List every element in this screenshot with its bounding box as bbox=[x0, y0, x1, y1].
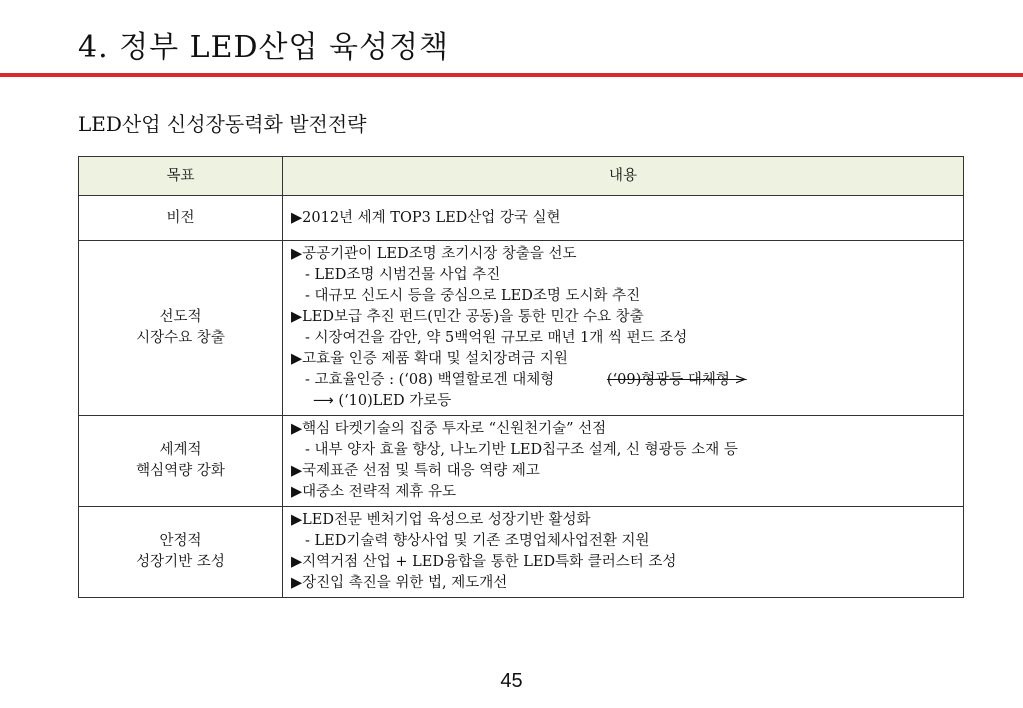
section-subtitle: LED산업 신성장동력화 발전전략 bbox=[78, 112, 367, 136]
content-cell bbox=[283, 196, 964, 241]
goal-label: 세계적 bbox=[159, 442, 202, 458]
table-row bbox=[79, 507, 964, 598]
policy-table bbox=[78, 156, 964, 598]
sub-item-arrow bbox=[291, 391, 955, 412]
bullet-item: ▶대중소 전략적 제휴 유도 bbox=[291, 484, 457, 500]
goal-label: 안정적 bbox=[159, 533, 202, 549]
cert-stage-2: (‘09)형광등 대체형 > bbox=[606, 372, 747, 388]
bullet-item: ▶핵심 타켓기술의 집중 투자로 “신원천기술” 선점 bbox=[291, 421, 607, 437]
long-arrow-icon: ⟶ bbox=[313, 393, 334, 409]
goal-cell bbox=[79, 196, 283, 241]
goal-label: 성장기반 조성 bbox=[136, 554, 225, 570]
cert-stage-1: - 고효율인증 : (‘08) 백열할로겐 대체형 bbox=[305, 372, 555, 388]
cert-stage-3: (‘10)LED 가로등 bbox=[338, 393, 452, 409]
content-cell bbox=[283, 241, 964, 416]
sub-item-certification bbox=[291, 370, 955, 391]
sub-item: - LED조명 시범건물 사업 추진 bbox=[305, 267, 501, 283]
table-row bbox=[79, 416, 964, 507]
header-content: 내용 bbox=[283, 157, 964, 196]
sub-item: - LED기술력 향상사업 및 기존 조명업체사업전환 지원 bbox=[305, 533, 650, 549]
bullet-item: ▶장진입 촉진을 위한 법, 제도개선 bbox=[291, 575, 508, 591]
sub-item: - 내부 양자 효율 향상, 나노기반 LED칩구조 설계, 신 형광등 소재 등 bbox=[305, 442, 738, 458]
bullet-item: ▶고효율 인증 제품 확대 및 설치장려금 지원 bbox=[291, 351, 568, 367]
page-number: 45 bbox=[500, 670, 523, 692]
slide-title: 4. 정부 LED산업 육성정책 bbox=[78, 30, 449, 65]
content-cell bbox=[283, 416, 964, 507]
bullet-item: ▶국제표준 선점 및 특허 대응 역량 제고 bbox=[291, 463, 540, 479]
table-row bbox=[79, 196, 964, 241]
goal-cell bbox=[79, 241, 283, 416]
goal-cell bbox=[79, 507, 283, 598]
header-goal: 목표 bbox=[79, 157, 283, 196]
title-divider bbox=[0, 73, 1023, 77]
goal-label: 비전 bbox=[166, 209, 195, 226]
sub-item: - 대규모 신도시 등을 중심으로 LED조명 도시화 추진 bbox=[305, 288, 641, 304]
bullet-item: ▶2012년 세계 TOP3 LED산업 강국 실현 bbox=[291, 209, 561, 226]
bullet-item: ▶공공기관이 LED조명 초기시장 창출을 선도 bbox=[291, 246, 577, 262]
content-cell bbox=[283, 507, 964, 598]
bullet-item: ▶LED보급 추진 펀드(민간 공동)을 통한 민간 수요 창출 bbox=[291, 309, 644, 325]
bullet-item: ▶LED전문 벤처기업 육성으로 성장기반 활성화 bbox=[291, 512, 591, 528]
goal-label: 시장수요 창출 bbox=[136, 330, 225, 346]
goal-label: 핵심역량 강화 bbox=[136, 463, 225, 479]
bullet-item: ▶지역거점 산업 + LED융합을 통한 LED특화 클러스터 조성 bbox=[291, 554, 677, 570]
table-header-row bbox=[79, 157, 964, 196]
goal-label: 선도적 bbox=[159, 309, 202, 325]
table-row bbox=[79, 241, 964, 416]
goal-cell bbox=[79, 416, 283, 507]
sub-item: - 시장여건을 감안, 약 5백억원 규모로 매년 1개 씩 펀드 조성 bbox=[305, 330, 688, 346]
